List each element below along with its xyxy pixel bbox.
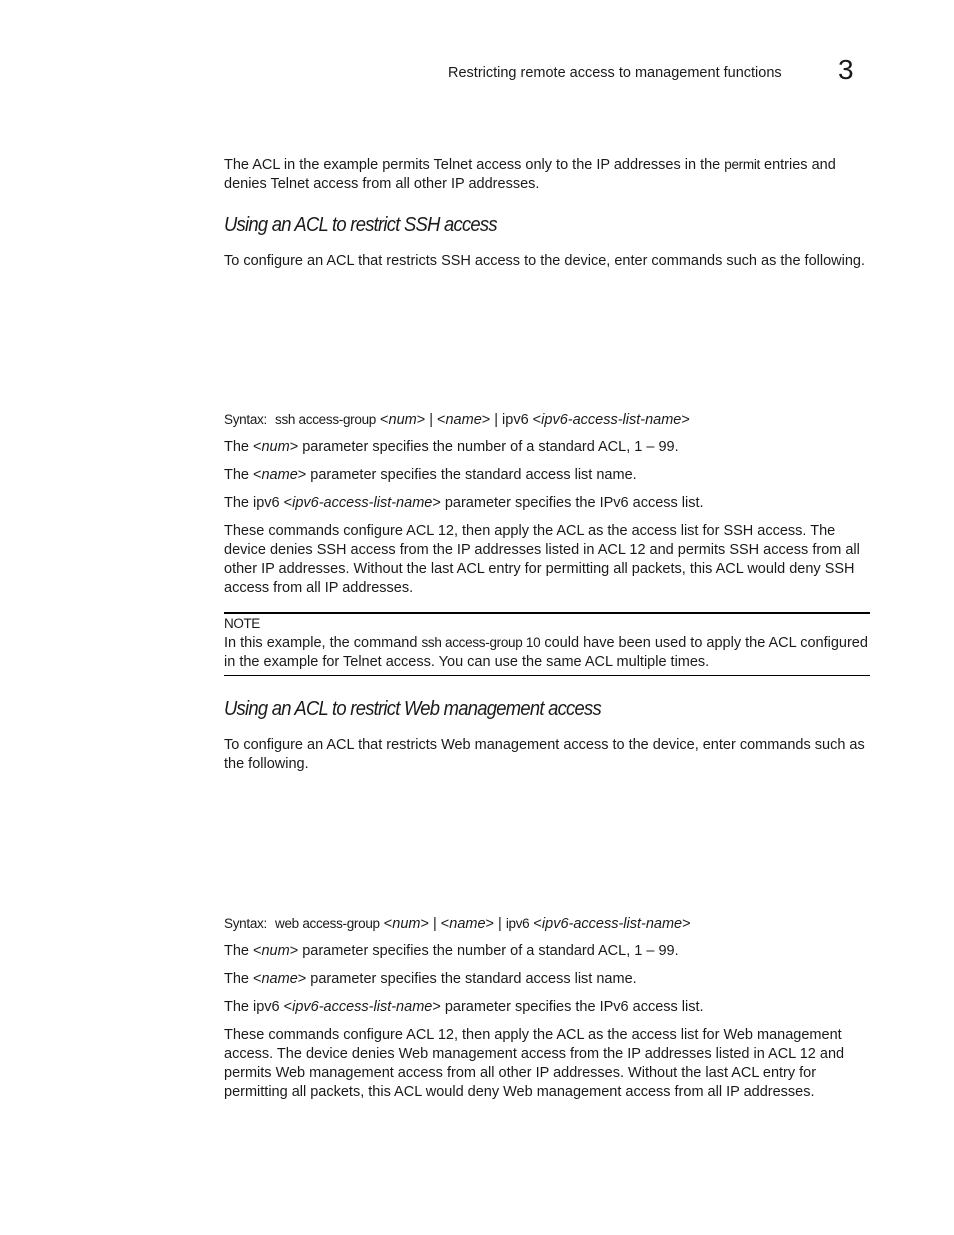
ssh-intro-paragraph: To configure an ACL that restricts SSH access to the device, enter commands such as the following. xyxy=(224,253,866,269)
web-section-heading: Using an ACL to restrict Web management access xyxy=(224,698,601,720)
web-body-paragraph: These commands configure ACL 12, then apply the ACL as the access list for Web management access. The device denies Web management access from the IP addresses listed in ACL 12 and permits Web management access from all other IP addresses. Without the last ACL entry for permitting all packets, this ACL would deny Web management access from all IP addresses. xyxy=(224,1027,845,1100)
web-ipv6-param-description: The ipv6 <ipv6-access-list-name> parameter specifies the IPv6 access list. xyxy=(224,999,704,1015)
note-top-rule xyxy=(224,612,870,614)
permit-keyword: permit xyxy=(724,157,760,172)
ssh-section-heading: Using an ACL to restrict SSH access xyxy=(224,214,497,236)
ssh-syntax-line: Syntax: ssh access-group <num> | <name> | ipv6 <ipv6-access-list-name> xyxy=(224,412,690,428)
ssh-num-param-description: The <num> parameter specifies the number of a standard ACL, 1 – 99. xyxy=(224,439,679,455)
intro-paragraph: The ACL in the example permits Telnet access only to the IP addresses in the permit entries and denies Telnet access from all other IP addresses. xyxy=(224,157,836,192)
note-bottom-rule xyxy=(224,675,870,676)
ssh-access-group-command: ssh access-group xyxy=(275,412,376,427)
web-name-param-description: The <name> parameter specifies the standard access list name. xyxy=(224,971,637,987)
ssh-name-param-description: The <name> parameter specifies the standard access list name. xyxy=(224,467,637,483)
web-syntax-line: Syntax: web access-group <num> | <name> | ipv6 <ipv6-access-list-name> xyxy=(224,916,691,932)
note-label: NOTE xyxy=(224,616,260,631)
web-intro-paragraph: To configure an ACL that restricts Web management access to the device, enter commands such as the following. xyxy=(224,737,865,772)
ssh-body-paragraph: These commands configure ACL 12, then apply the ACL as the access list for SSH access. The device denies SSH access from the IP addresses listed in ACL 12 and permits SSH access from all other IP addresses. Without the last ACL entry for permitting all packets, this ACL would deny SSH access from all IP addresses. xyxy=(224,523,860,596)
note-text: In this example, the command ssh access-group 10 could have been used to apply the ACL configured in the example for Telnet access. You can use the same ACL multiple times. xyxy=(224,635,868,670)
web-num-param-description: The <num> parameter specifies the number of a standard ACL, 1 – 99. xyxy=(224,943,679,959)
ssh-access-group-10-keyword: ssh access-group 10 xyxy=(421,635,541,650)
web-access-group-command: web access-group xyxy=(275,916,380,931)
chapter-number: 3 xyxy=(838,54,854,85)
ssh-ipv6-param-description: The ipv6 <ipv6-access-list-name> parameter specifies the IPv6 access list. xyxy=(224,495,704,511)
running-header-title: Restricting remote access to management functions xyxy=(448,65,782,81)
